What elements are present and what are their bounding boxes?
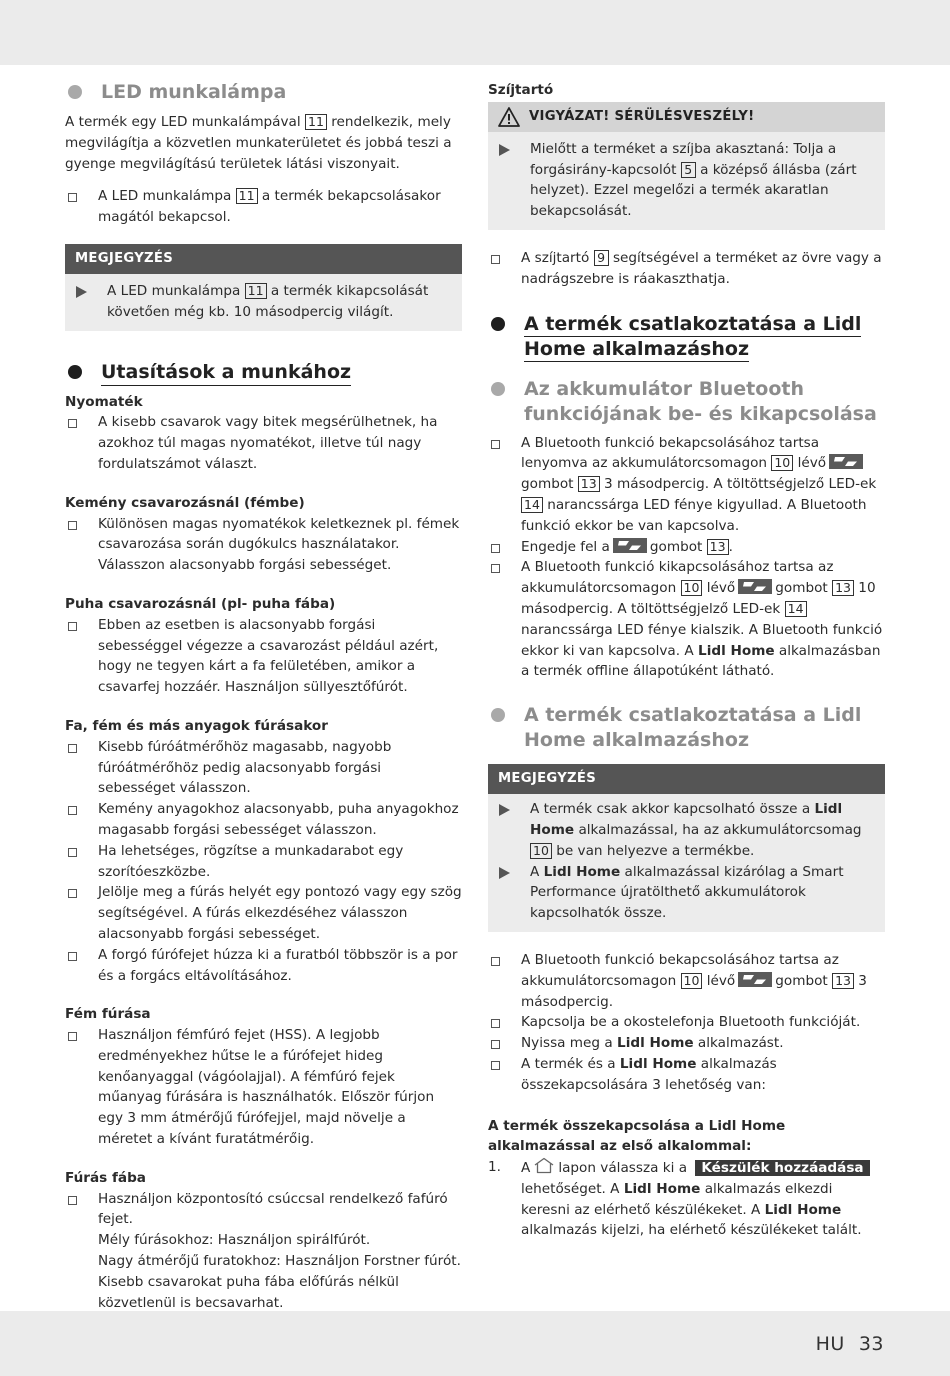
list-item: A termék és a Lidl Home alkalmazás összekapcsolására 3 lehetőség van: — [488, 1054, 885, 1096]
list-item: Nyissa meg a Lidl Home alkalmazást. — [488, 1033, 885, 1054]
checkbox-bullet-icon — [65, 841, 98, 861]
bluetooth-button-icon — [738, 579, 772, 594]
warning-title: VIGYÁZAT! SÉRÜLÉSVESZÉLY! — [488, 102, 885, 132]
holder-title: Szíjtartó — [488, 82, 554, 98]
list-item: Ebben az esetben is alacsonyabb forgási sebességgel végezze a csavarozást például azért, hogy ne tegyen kárt a fa felületében, amikor a csavarfej hozzáér. Használjon süllyesztőfúrót. — [65, 615, 462, 698]
note-item: A Lidl Home alkalmazással kizárólag a Smart Performance újratölthető akkumulátorok kapcsolhatók össze. — [488, 862, 885, 924]
checkbox-bullet-icon — [488, 537, 521, 557]
list-item: Kemény anyagokhoz alacsonyabb, puha anyagokhoz magasabb forgási sebességet válasszon. — [65, 799, 462, 841]
bullet-dot-icon — [68, 85, 82, 99]
top-band — [0, 0, 950, 65]
checkbox-bullet-icon — [65, 737, 98, 757]
part-ref: 10 — [681, 580, 703, 596]
checkbox-bullet-icon — [488, 950, 521, 970]
subsection-title: Kemény csavarozásnál (fémbe) — [65, 494, 305, 511]
list-item: A forgó fúrófejet húzza ki a furatból többször is a por és a forgács eltávolításához. — [65, 945, 462, 987]
work-groups — [65, 392, 462, 1314]
list-item: Használjon központosító csúccsal rendelkező fafúró fejet. Mély fúrásokhoz: Használjon spirálfúrót. Nagy átmérőjű furatokhoz: Használjon Forstner fúrót. Kisebb csavarokat puha fába előfúrás nélkül közvetlenül is becsavarhat. — [65, 1189, 462, 1314]
part-ref: 9 — [594, 250, 609, 266]
part-ref: 10 — [771, 455, 793, 471]
checkbox-bullet-icon — [488, 248, 521, 268]
note-title: MEGJEGYZÉS — [65, 244, 462, 274]
part-ref: 13 — [832, 973, 854, 989]
note-box — [488, 764, 885, 932]
arrow-bullet-icon — [488, 139, 530, 159]
checkbox-bullet-icon — [65, 1189, 98, 1209]
arrow-bullet-icon — [488, 862, 530, 882]
bluetooth-heading-text: Az akkumulátor Bluetooth funkciójának be- és kikapcsolása — [524, 377, 877, 425]
bullet-dot-icon — [491, 382, 505, 396]
checkbox-bullet-icon — [65, 945, 98, 965]
bullet-dot-icon — [491, 708, 505, 722]
step-number: 1. — [488, 1159, 501, 1176]
bottom-band — [0, 1311, 950, 1376]
section-heading-connect2 — [488, 703, 885, 753]
part-ref: 14 — [785, 601, 807, 617]
checkbox-bullet-icon — [488, 557, 521, 577]
led-intro: A termék egy LED munkalámpával 11 rendelkezik, mely megvilágítja a közvetlen munkaterületet és jobbá teszi a gyenge megvilágítású területek látási viszonyait. — [65, 114, 452, 172]
subsection-title: Nyomaték — [65, 393, 143, 410]
part-ref: 13 — [832, 580, 854, 596]
note-box — [65, 244, 462, 331]
checkbox-bullet-icon — [488, 1033, 521, 1053]
language-code: HU — [815, 1333, 845, 1355]
right-column — [488, 80, 885, 1241]
page-number: 33 — [858, 1333, 884, 1355]
arrow-bullet-icon — [65, 281, 107, 301]
checkbox-bullet-icon — [65, 412, 98, 432]
section-heading-work — [65, 360, 462, 386]
part-ref: 14 — [521, 497, 543, 513]
checkbox-bullet-icon — [488, 433, 521, 453]
bullet-dot-icon — [491, 317, 505, 331]
checkbox-bullet-icon — [488, 1012, 521, 1032]
connect2-heading-text: A termék csatlakoztatása a Lidl Home alkalmazáshoz — [524, 704, 862, 752]
checkbox-bullet-icon — [65, 799, 98, 819]
part-ref: 13 — [707, 539, 729, 555]
bluetooth-button-icon — [613, 538, 647, 553]
subsection-title: Fém fúrása — [65, 1006, 151, 1023]
list-item: A kisebb csavarok vagy bitek megsérülhetnek, ha azokhoz túl magas nyomatékot, illetve túl nagy fordulatszámot választ. — [65, 412, 462, 474]
list-item: Jelölje meg a fúrás helyét egy pontozó vagy egy szög segítségével. A fúrás elkezdéséhez válasszon alacsonyabb forgási sebességet. — [65, 882, 462, 944]
left-column — [65, 80, 462, 1313]
checkbox-bullet-icon — [488, 1054, 521, 1074]
part-ref: 11 — [245, 283, 267, 299]
list-item: A Bluetooth funkció kikapcsolásához tartsa az akkumulátorcsomagon 10 lévő gombot 13 10 másodpercig. A töltöttségjelző LED-ek 14 narancssárga LED fénye kialszik. A Bluetooth funkció ekkor ki van kapcsolva. A Lidl Home alkalmazásban a termék offline állapotúként látható. — [488, 557, 885, 682]
subsection-title: Fa, fém és más anyagok fúrásakor — [65, 717, 328, 734]
checkbox-bullet-icon — [65, 882, 98, 902]
note-item: A termék csak akkor kapcsolható össze a Lidl Home alkalmazással, ha az akkumulátorcsomag 10 be van helyezve a termékbe. — [488, 799, 885, 861]
part-ref: 10 — [530, 843, 552, 859]
bluetooth-button-icon — [829, 454, 863, 469]
numbered-step: 1. A lapon válassza ki a Készülék hozzáadása lehetőséget. A Lidl Home alkalmazás elkezdi keresni az elérhető készülékeket. A Lidl Home alkalmazás kijelzi, ha elérhető készülékeket talált. — [488, 1157, 885, 1241]
note-title: MEGJEGYZÉS — [488, 764, 885, 794]
page-footer — [816, 1333, 884, 1355]
connect-heading-line1: A termék csatlakoztatása a Lidl — [524, 312, 862, 335]
section-heading-connect — [488, 312, 885, 362]
list-item: Engedje fel a gombot 13 . — [488, 537, 885, 558]
home-icon — [533, 1157, 555, 1174]
note-item: A LED munkalámpa 11 a termék kikapcsolását követően még kb. 10 másodpercig világít. — [65, 281, 462, 323]
part-ref: 11 — [305, 114, 327, 130]
list-item: Kapcsolja be a okostelefonja Bluetooth funkcióját. — [488, 1012, 885, 1033]
add-device-label: Készülék hozzáadása — [695, 1160, 869, 1176]
first-connect-title: A termék összekapcsolása a Lidl Home alkalmazással az első alkalommal: — [488, 1117, 786, 1155]
subsection-title: Fúrás fába — [65, 1169, 146, 1186]
warning-triangle-icon — [498, 107, 520, 127]
checkbox-bullet-icon — [65, 615, 98, 635]
subsection-title: Puha csavarozásnál (pl- puha fába) — [65, 595, 336, 612]
warning-box — [488, 102, 885, 230]
part-ref: 13 — [578, 476, 600, 492]
checkbox-bullet-icon — [65, 186, 98, 206]
section-heading-led — [65, 80, 462, 105]
list-item: A LED munkalámpa 11 a termék bekapcsolásakor magától bekapcsol. — [65, 186, 462, 228]
led-heading-text: LED munkalámpa — [101, 81, 287, 103]
list-item: Különösen magas nyomatékok keletkeznek pl. fémek csavarozása során dugókulcs használatakor. Válasszon alacsonyabb forgási sebességet. — [65, 514, 462, 576]
work-heading-text: Utasítások a munkához — [101, 360, 351, 386]
list-item: Ha lehetséges, rögzítse a munkadarabot egy szorítóeszközbe. — [65, 841, 462, 883]
arrow-bullet-icon — [488, 799, 530, 819]
list-item: A Bluetooth funkció bekapcsolásához tartsa lenyomva az akkumulátorcsomagon 10 lévő gombot 13 3 másodpercig. A töltöttségjelző LED-ek 14 narancssárga LED fénye kigyullad. A Bluetooth funkció ekkor be van kapcsolva. — [488, 433, 885, 537]
warning-item: Mielőtt a terméket a szíjba akasztaná: Tolja a forgásirány-kapcsolót 5 a középső állásba (zárt helyzet). Ezzel megelőzi a termék akaratlan bekapcsolását. — [488, 139, 885, 222]
list-item: Kisebb fúróátmérőhöz magasabb, nagyobb fúróátmérőhöz pedig alacsonyabb forgási sebességet válasszon. — [65, 737, 462, 799]
bluetooth-button-icon — [738, 972, 772, 987]
checkbox-bullet-icon — [65, 514, 98, 534]
list-item: Használjon fémfúró fejet (HSS). A legjobb eredményekhez hűtse le a fúrófejet hideg kenőanyaggal (vágóolajjal). A fémfúró fejek műanyag fúrására is használhatók. Először fúrjon egy 3 mm átmérőjű fúrófejjel, majd növelje a méretet a kívánt furatátmérőig. — [65, 1025, 462, 1150]
list-item: A szíjtartó 9 segítségével a terméket az övre vagy a nadrágszebre is ráakaszthatja. — [488, 248, 885, 290]
connect-heading-line2: Home alkalmazáshoz — [524, 337, 750, 360]
part-ref: 10 — [681, 973, 703, 989]
part-ref: 11 — [236, 188, 258, 204]
section-heading-bluetooth — [488, 377, 885, 427]
list-item: A Bluetooth funkció bekapcsolásához tartsa az akkumulátorcsomagon 10 lévő gombot 13 3 másodpercig. — [488, 950, 885, 1012]
bullet-dot-icon — [68, 365, 82, 379]
checkbox-bullet-icon — [65, 1025, 98, 1045]
part-ref: 5 — [681, 162, 696, 178]
